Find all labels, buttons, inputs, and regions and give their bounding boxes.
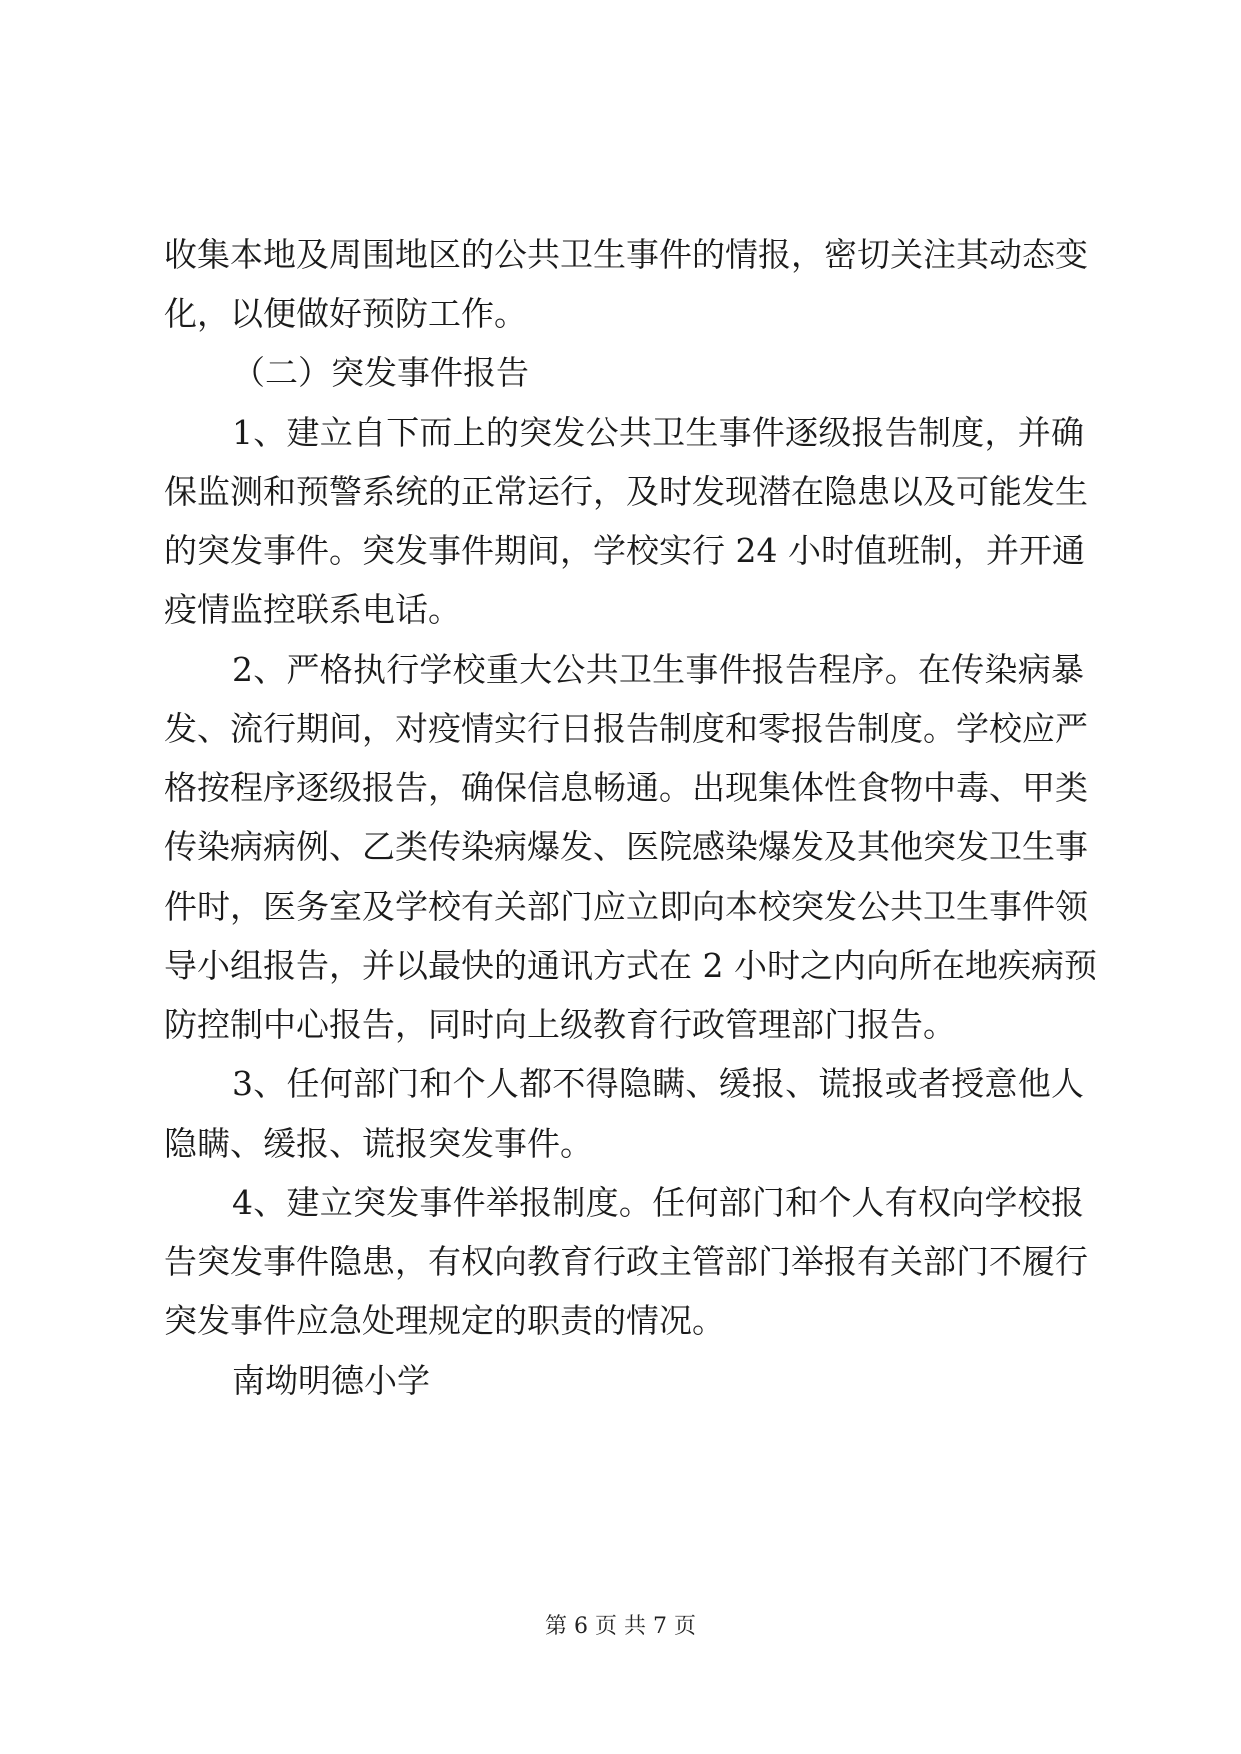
paragraph-line: 告突发事件隐患，有权向教育行政主管部门举报有关部门不履行 bbox=[164, 1242, 1088, 1281]
paragraph-line: 件时，医务室及学校有关部门应立即向本校突发公共卫生事件领 bbox=[164, 887, 1088, 926]
paragraph-line: 导小组报告，并以最快的通讯方式在 2 小时之内向所在地疾病预 bbox=[164, 946, 1097, 985]
paragraph-line: 1、建立自下而上的突发公共卫生事件逐级报告制度，并确 bbox=[232, 413, 1084, 452]
paragraph-line: 疫情监控联系电话。 bbox=[164, 590, 461, 629]
paragraph-line: 化，以便做好预防工作。 bbox=[164, 294, 527, 333]
paragraph-line: 收集本地及周围地区的公共卫生事件的情报，密切关注其动态变 bbox=[164, 235, 1088, 274]
paragraph-line: 格按程序逐级报告，确保信息畅通。出现集体性食物中毒、甲类 bbox=[164, 768, 1088, 807]
paragraph-line: 突发事件应急处理规定的职责的情况。 bbox=[164, 1301, 725, 1340]
paragraph-line: 2、严格执行学校重大公共卫生事件报告程序。在传染病暴 bbox=[232, 650, 1084, 689]
paragraph-line: 发、流行期间，对疫情实行日报告制度和零报告制度。学校应严 bbox=[164, 709, 1088, 748]
page-number-footer: 第 6 页 共 7 页 bbox=[545, 1614, 696, 1639]
section-heading: （二）突发事件报告 bbox=[232, 353, 529, 392]
paragraph-line: 4、建立突发事件举报制度。任何部门和个人有权向学校报 bbox=[232, 1183, 1084, 1222]
signature-school-name: 南坳明德小学 bbox=[232, 1361, 430, 1400]
paragraph-line: 防控制中心报告，同时向上级教育行政管理部门报告。 bbox=[164, 1005, 956, 1044]
paragraph-line: 3、任何部门和个人都不得隐瞒、缓报、谎报或者授意他人 bbox=[232, 1064, 1084, 1103]
paragraph-line: 的突发事件。突发事件期间，学校实行 24 小时值班制，并开通 bbox=[164, 531, 1085, 570]
paragraph-line: 隐瞒、缓报、谎报突发事件。 bbox=[164, 1124, 593, 1163]
paragraph-line: 保监测和预警系统的正常运行，及时发现潜在隐患以及可能发生 bbox=[164, 472, 1088, 511]
paragraph-line: 传染病病例、乙类传染病爆发、医院感染爆发及其他突发卫生事 bbox=[164, 827, 1088, 866]
